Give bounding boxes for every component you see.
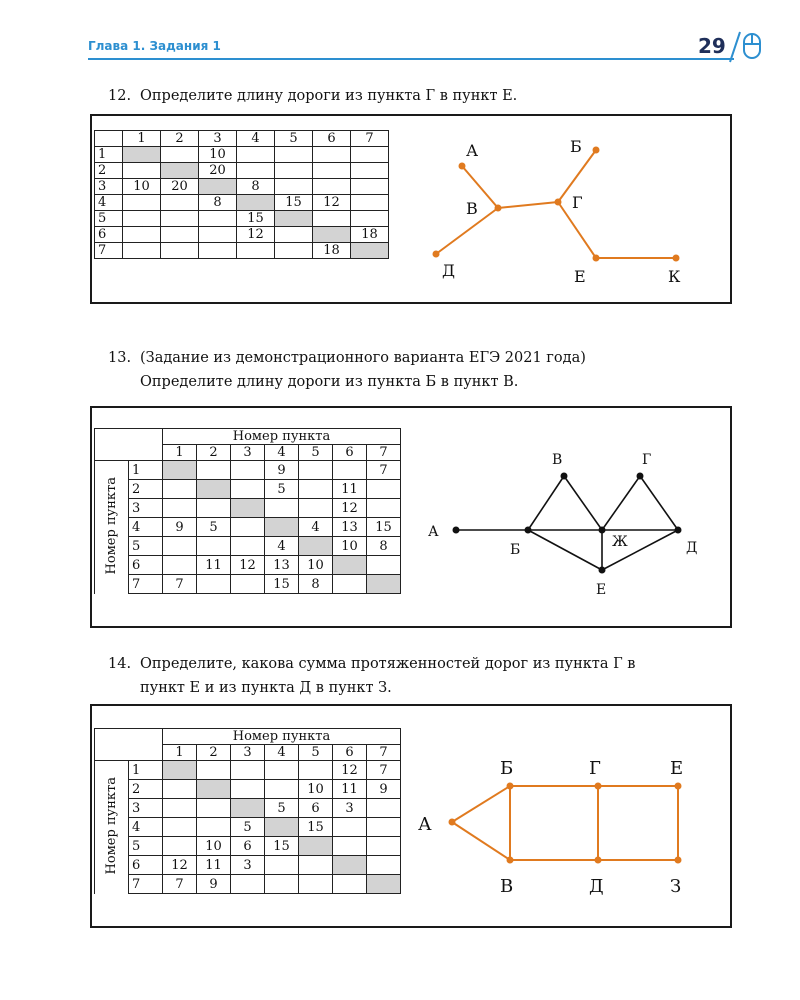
row-header: 3	[95, 179, 123, 195]
table-cell	[333, 875, 367, 894]
graph14-label-v: В	[500, 876, 514, 897]
graph12-node-k	[673, 255, 680, 262]
table-cell	[367, 575, 401, 594]
table-cell	[265, 761, 299, 780]
table-cell	[265, 499, 299, 518]
table-cell	[161, 243, 199, 259]
table-cell	[197, 499, 231, 518]
column-header: 4	[237, 131, 275, 147]
table-cell: 18	[313, 243, 351, 259]
column-header: 5	[299, 745, 333, 761]
table-cell	[197, 575, 231, 594]
page-number: 29	[698, 34, 726, 58]
table-cell: 12	[333, 499, 367, 518]
column-header: 2	[161, 131, 199, 147]
table-cell: 13	[333, 518, 367, 537]
table-cell	[197, 537, 231, 556]
table-cell	[237, 195, 275, 211]
table-cell	[231, 499, 265, 518]
graph12-label-a: А	[466, 141, 479, 160]
row-header: 6	[129, 856, 163, 875]
row-header: 6	[95, 227, 123, 243]
table-cell	[265, 875, 299, 894]
table-cell	[231, 461, 265, 480]
column-group-label: Номер пункта	[163, 729, 401, 745]
table-cell	[333, 818, 367, 837]
table-cell: 5	[231, 818, 265, 837]
graph12-label-v: В	[466, 199, 478, 218]
graph12-node-d	[433, 251, 440, 258]
graph14-node-d	[595, 857, 602, 864]
table-cell	[237, 163, 275, 179]
task-13-number: 13.	[108, 350, 132, 366]
graph13-node-a	[453, 527, 460, 534]
table-cell: 5	[265, 480, 299, 499]
graph12-node-b	[593, 147, 600, 154]
graph14-node-z	[675, 857, 682, 864]
table-cell	[123, 147, 161, 163]
table-cell	[161, 147, 199, 163]
table-cell	[265, 818, 299, 837]
graph13-node-e	[599, 567, 606, 574]
table-cell	[367, 875, 401, 894]
table-cell	[123, 163, 161, 179]
column-header: 7	[367, 445, 401, 461]
graph12-node-g	[555, 199, 562, 206]
table-cell	[367, 818, 401, 837]
row-header: 7	[95, 243, 123, 259]
table-cell	[197, 780, 231, 799]
table-row	[95, 856, 401, 875]
column-header: 4	[265, 445, 299, 461]
table-cell	[333, 461, 367, 480]
table-cell	[299, 761, 333, 780]
table-cell	[163, 799, 197, 818]
graph14-label-a: А	[418, 814, 432, 835]
table-row	[95, 537, 401, 556]
table-cell: 7	[163, 575, 197, 594]
table-cell: 10	[299, 780, 333, 799]
task-12-table	[94, 130, 389, 259]
table-cell: 11	[333, 480, 367, 499]
row-group-label	[95, 761, 129, 894]
column-header: 1	[123, 131, 161, 147]
graph12-node-v	[495, 205, 502, 212]
row-group-label-text: Номер пункта	[104, 776, 119, 874]
graph13-node-b	[525, 527, 532, 534]
column-header: 6	[333, 745, 367, 761]
table-row	[95, 480, 401, 499]
column-header: 1	[163, 745, 197, 761]
graph14-node-a	[449, 819, 456, 826]
graph13-label-g: Г	[642, 452, 652, 468]
table-cell: 13	[265, 556, 299, 575]
row-header: 1	[129, 461, 163, 480]
table-cell	[237, 243, 275, 259]
graph12-label-k: К	[668, 267, 681, 286]
table-cell	[313, 227, 351, 243]
graph13-label-d: Д	[686, 540, 698, 556]
row-header: 4	[129, 818, 163, 837]
table-cell	[161, 211, 199, 227]
table-cell	[333, 837, 367, 856]
task-14-number: 14.	[108, 656, 132, 672]
graph13-node-v	[561, 473, 568, 480]
table-cell	[197, 799, 231, 818]
graph13-node-g	[637, 473, 644, 480]
table-cell	[367, 799, 401, 818]
mouse-icon	[728, 28, 768, 64]
table-cell	[275, 179, 313, 195]
table-cell	[231, 480, 265, 499]
table-cell: 9	[197, 875, 231, 894]
table-cell	[163, 780, 197, 799]
table-cell	[265, 518, 299, 537]
row-header: 5	[129, 537, 163, 556]
table-cell	[123, 195, 161, 211]
table-cell	[275, 163, 313, 179]
column-header: 6	[313, 131, 351, 147]
corner-cell	[95, 429, 163, 461]
task-12-question: Определите длину дороги из пункта Г в пункт Е.	[140, 88, 518, 104]
graph14-label-g: Г	[589, 758, 601, 779]
table-cell	[199, 243, 237, 259]
table-cell: 12	[237, 227, 275, 243]
table-cell: 12	[333, 761, 367, 780]
table-cell	[367, 556, 401, 575]
table-cell	[299, 856, 333, 875]
table-row	[95, 875, 401, 894]
table-row	[95, 575, 401, 594]
graph13-label-e: Е	[596, 582, 607, 598]
row-header: 3	[129, 799, 163, 818]
graph13-node-zh	[599, 527, 606, 534]
graph14-label-e: Е	[670, 758, 684, 779]
table-row	[95, 799, 401, 818]
table-cell: 7	[367, 761, 401, 780]
corner-cell	[95, 729, 163, 761]
task-14-table	[94, 728, 401, 894]
table-row	[95, 761, 401, 780]
graph13-label-v: В	[552, 452, 563, 468]
table-cell	[367, 480, 401, 499]
task-12-text	[108, 84, 517, 108]
table-header-row	[95, 131, 389, 147]
table-cell	[123, 211, 161, 227]
column-header: 3	[231, 745, 265, 761]
table-cell: 8	[237, 179, 275, 195]
table-cell: 9	[163, 518, 197, 537]
table-cell	[123, 227, 161, 243]
table-cell: 8	[367, 537, 401, 556]
table-cell: 8	[199, 195, 237, 211]
table-cell	[231, 761, 265, 780]
table-cell	[161, 227, 199, 243]
table-title-row	[95, 729, 401, 745]
row-header: 2	[95, 163, 123, 179]
table-cell	[265, 780, 299, 799]
table-cell	[199, 227, 237, 243]
task-14-line2: пункт Е и из пункта Д в пункт З.	[140, 680, 392, 696]
table-cell	[333, 556, 367, 575]
table-cell	[231, 875, 265, 894]
table-cell	[161, 195, 199, 211]
row-group-label	[95, 461, 129, 594]
table-row	[95, 179, 389, 195]
task-14-text	[108, 652, 635, 700]
table-cell	[231, 780, 265, 799]
column-header: 4	[265, 745, 299, 761]
table-cell	[231, 537, 265, 556]
table-cell: 18	[351, 227, 389, 243]
table-cell	[351, 211, 389, 227]
table-cell: 10	[199, 147, 237, 163]
table-cell: 12	[231, 556, 265, 575]
graph14-node-b	[507, 783, 514, 790]
table-cell: 10	[333, 537, 367, 556]
row-header: 5	[129, 837, 163, 856]
table-cell	[163, 837, 197, 856]
column-group-label: Номер пункта	[163, 429, 401, 445]
task-12-number: 12.	[108, 88, 132, 104]
header-divider	[88, 58, 734, 60]
table-cell: 5	[265, 799, 299, 818]
table-cell: 3	[231, 856, 265, 875]
table-cell	[299, 837, 333, 856]
table-cell	[275, 211, 313, 227]
table-cell	[299, 537, 333, 556]
table-cell: 9	[265, 461, 299, 480]
table-cell	[163, 461, 197, 480]
table-row	[95, 818, 401, 837]
table-cell: 3	[333, 799, 367, 818]
table-row	[95, 556, 401, 575]
graph12-label-e: Е	[574, 267, 586, 286]
table-cell	[197, 818, 231, 837]
graph13-label-zh: Ж	[612, 534, 628, 550]
graph13-label-b: Б	[510, 542, 521, 558]
table-cell	[299, 499, 333, 518]
table-cell: 4	[265, 537, 299, 556]
table-cell: 12	[313, 195, 351, 211]
table-cell: 7	[163, 875, 197, 894]
row-header: 4	[95, 195, 123, 211]
corner-cell	[95, 131, 123, 147]
column-header: 2	[197, 745, 231, 761]
table-cell: 7	[367, 461, 401, 480]
table-cell	[299, 480, 333, 499]
column-header: 5	[275, 131, 313, 147]
graph12-label-g: Г	[572, 193, 583, 212]
column-header: 3	[231, 445, 265, 461]
row-group-label-text: Номер пункта	[104, 476, 119, 574]
table-cell	[351, 147, 389, 163]
table-cell	[367, 856, 401, 875]
table-cell	[367, 837, 401, 856]
table-row	[95, 780, 401, 799]
row-header: 1	[129, 761, 163, 780]
table-row	[95, 461, 401, 480]
graph14-node-g	[595, 783, 602, 790]
table-cell	[333, 575, 367, 594]
row-header: 2	[129, 780, 163, 799]
graph13-label-a: А	[428, 524, 439, 540]
table-cell	[163, 556, 197, 575]
table-cell	[275, 147, 313, 163]
column-header: 7	[351, 131, 389, 147]
table-cell	[299, 461, 333, 480]
table-cell: 11	[197, 856, 231, 875]
table-cell	[163, 537, 197, 556]
table-cell: 11	[197, 556, 231, 575]
table-cell	[351, 163, 389, 179]
row-header: 5	[95, 211, 123, 227]
table-cell	[163, 480, 197, 499]
task-13-line2: Определите длину дороги из пункта Б в пункт В.	[140, 374, 519, 390]
task-14-line1: Определите, какова сумма протяженностей дорог из пункта Г в	[140, 656, 636, 672]
table-cell	[313, 147, 351, 163]
table-cell	[367, 499, 401, 518]
table-cell: 15	[367, 518, 401, 537]
table-cell: 11	[333, 780, 367, 799]
task-12-graph	[400, 120, 720, 300]
table-row	[95, 211, 389, 227]
chapter-title: Глава 1. Задания 1	[88, 39, 221, 53]
table-row	[95, 518, 401, 537]
table-cell	[275, 227, 313, 243]
table-cell	[351, 243, 389, 259]
table-cell	[199, 179, 237, 195]
table-row	[95, 195, 389, 211]
table-cell: 20	[199, 163, 237, 179]
row-header: 3	[129, 499, 163, 518]
table-cell: 15	[237, 211, 275, 227]
table-cell	[197, 761, 231, 780]
table-cell: 10	[123, 179, 161, 195]
graph14-label-z: З	[670, 876, 682, 897]
row-header: 1	[95, 147, 123, 163]
table-cell: 20	[161, 179, 199, 195]
table-cell: 15	[265, 837, 299, 856]
table-cell	[163, 818, 197, 837]
graph13-node-d	[675, 527, 682, 534]
graph14-label-d: Д	[589, 876, 604, 897]
task-13-line1: (Задание из демонстрационного варианта ЕГЭ 2021 года)	[140, 350, 586, 366]
table-row	[95, 499, 401, 518]
table-title-row	[95, 429, 401, 445]
table-row	[95, 147, 389, 163]
table-cell: 5	[197, 518, 231, 537]
table-cell	[265, 856, 299, 875]
table-cell	[197, 480, 231, 499]
task-14-graph	[414, 750, 714, 910]
table-cell	[163, 499, 197, 518]
task-13-graph	[420, 440, 720, 610]
graph14-node-e	[675, 783, 682, 790]
table-cell	[237, 147, 275, 163]
table-row	[95, 243, 389, 259]
table-cell: 10	[299, 556, 333, 575]
table-cell	[161, 163, 199, 179]
table-row	[95, 227, 389, 243]
row-header: 2	[129, 480, 163, 499]
table-cell: 15	[299, 818, 333, 837]
graph12-node-e	[593, 255, 600, 262]
column-header: 5	[299, 445, 333, 461]
column-header: 7	[367, 745, 401, 761]
table-cell: 8	[299, 575, 333, 594]
table-cell: 4	[299, 518, 333, 537]
table-cell	[163, 761, 197, 780]
graph12-node-a	[459, 163, 466, 170]
row-header: 4	[129, 518, 163, 537]
table-cell	[199, 211, 237, 227]
table-cell	[197, 461, 231, 480]
graph12-label-d: Д	[442, 261, 456, 280]
row-header: 7	[129, 575, 163, 594]
row-header: 6	[129, 556, 163, 575]
column-header: 2	[197, 445, 231, 461]
table-cell	[231, 799, 265, 818]
table-cell: 12	[163, 856, 197, 875]
table-cell	[313, 179, 351, 195]
table-cell: 6	[299, 799, 333, 818]
graph14-node-v	[507, 857, 514, 864]
column-header: 1	[163, 445, 197, 461]
table-cell	[351, 195, 389, 211]
graph14-label-b: Б	[500, 758, 514, 779]
table-cell: 9	[367, 780, 401, 799]
column-header: 6	[333, 445, 367, 461]
task-13-text	[108, 346, 586, 394]
table-cell	[333, 856, 367, 875]
column-header: 3	[199, 131, 237, 147]
table-row	[95, 163, 389, 179]
table-cell	[275, 243, 313, 259]
table-cell	[351, 179, 389, 195]
table-row	[95, 837, 401, 856]
table-cell: 15	[265, 575, 299, 594]
table-cell: 10	[197, 837, 231, 856]
table-cell	[313, 211, 351, 227]
table-cell	[231, 518, 265, 537]
table-cell: 6	[231, 837, 265, 856]
task-13-table	[94, 428, 401, 594]
table-cell	[313, 163, 351, 179]
graph12-label-b: Б	[570, 137, 582, 156]
table-cell	[299, 875, 333, 894]
table-cell	[231, 575, 265, 594]
row-header: 7	[129, 875, 163, 894]
table-cell	[123, 243, 161, 259]
table-cell: 15	[275, 195, 313, 211]
